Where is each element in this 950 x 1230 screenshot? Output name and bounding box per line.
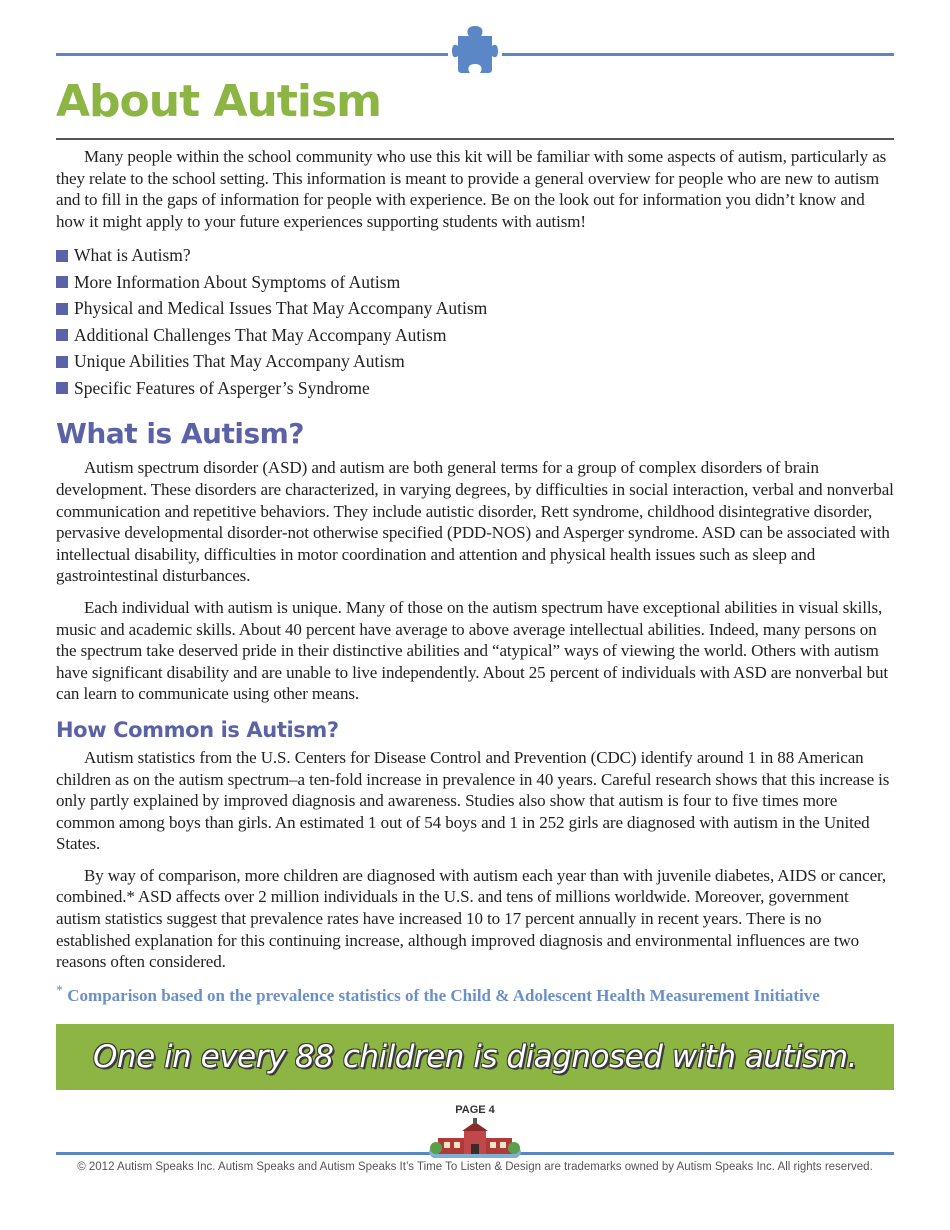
list-item-label: What is Autism? xyxy=(74,245,191,266)
main-content xyxy=(56,146,894,1007)
bullet-square-icon xyxy=(56,303,68,315)
school-house-icon xyxy=(428,1118,522,1158)
what-is-paragraph-2: Each individual with autism is unique. Many of those on the autism spectrum have exceptional abilities in visual skills, music and academic skills. About 40 percent have average to above average intellectual abilities. Indeed, many persons on the spectrum take deserved pride in their distinctive abilities and “atypical” ways of viewing the world. Others with autism have significant disability and are unable to live independently. About 25 percent of individuals with ASD are nonverbal but can learn to communicate using other means. xyxy=(56,597,889,704)
bullet-square-icon xyxy=(56,382,68,394)
list-item xyxy=(56,375,894,402)
section-heading-how-common: How Common is Autism? xyxy=(56,717,339,742)
bullet-square-icon xyxy=(56,250,68,262)
list-item xyxy=(56,348,894,375)
page-number: PAGE 4 xyxy=(455,1104,495,1116)
list-item xyxy=(56,269,894,296)
list-item-label: Specific Features of Asperger’s Syndrome xyxy=(74,377,370,398)
page-title: About Autism xyxy=(56,76,381,127)
callout-banner xyxy=(56,1024,894,1090)
what-is-paragraph-1: Autism spectrum disorder (ASD) and autism are both general terms for a group of complex disorders of brain development. These disorders are characterized, in varying degrees, by difficulties in social interaction, verbal and nonverbal communication and repetitive behaviors. They include autistic disorder, Rett syndrome, childhood disintegrative disorder, pervasive developmental disorder-not otherwise specified (PDD-NOS) and Asperger syndrome. ASD can be associated with intellectual disability, difficulties in motor coordination and attention and physical health issues such as sleep and gastrointestinal disturbances. xyxy=(56,458,894,586)
title-rule xyxy=(56,138,894,140)
list-item-label: Unique Abilities That May Accompany Autism xyxy=(74,351,405,372)
list-item xyxy=(56,295,894,322)
bullet-square-icon xyxy=(56,329,68,341)
list-item xyxy=(56,322,894,349)
how-common-paragraph-1: Autism statistics from the U.S. Centers for Disease Control and Prevention (CDC) identify around 1 in 88 American children as on the autism spectrum–a ten-fold increase in prevalence in 40 years. Careful research shows that this increase is only partly explained by improved diagnosis and awareness. Studies also show that autism is four to five times more common among boys than girls. An estimated 1 out of 54 boys and 1 in 252 girls are diagnosed with autism in the United States. xyxy=(56,747,890,854)
bullet-square-icon xyxy=(56,276,68,288)
footnote-text: Comparison based on the prevalence statistics of the Child & Adolescent Health Measurement Initiative xyxy=(67,985,820,1005)
topic-list xyxy=(56,242,894,401)
list-item-label: More Information About Symptoms of Autism xyxy=(74,271,401,292)
list-item-label: Physical and Medical Issues That May Accompany Autism xyxy=(74,298,488,319)
footnote-marker: * xyxy=(56,983,63,999)
puzzle-piece-icon xyxy=(448,24,502,78)
footnote xyxy=(56,985,894,1007)
section-heading-what-is-autism: What is Autism? xyxy=(56,417,305,451)
list-item xyxy=(56,242,894,269)
copyright-notice: © 2012 Autism Speaks Inc. Autism Speaks and Autism Speaks It’s Time To Listen & Design are trademarks owned by Autism Speaks Inc. All rights reserved. xyxy=(77,1161,873,1173)
intro-paragraph: Many people within the school community who use this kit will be familiar with some aspects of autism, particularly as they relate to the school setting. This information is meant to provide a general overview for people who are new to autism and to fill in the gaps of information for people with experience. Be on the look out for information you didn’t know and how it might apply to your future experiences supporting students with autism! xyxy=(56,147,887,231)
how-common-paragraph-2: By way of comparison, more children are diagnosed with autism each year than with juvenile diabetes, AIDS or cancer, combined.* ASD affects over 2 million individuals in the U.S. and tens of millions worldwide. Moreover, government autism statistics suggest that prevalence rates have increased 10 to 17 percent annually in recent years. There is no established explanation for this continuing increase, although improved diagnosis and environmental influences are two reasons often considered. xyxy=(56,865,887,972)
callout-banner-text: One in every 88 children is diagnosed with autism. xyxy=(93,1039,857,1075)
list-item-label: Additional Challenges That May Accompany Autism xyxy=(74,324,447,345)
bullet-square-icon xyxy=(56,356,68,368)
